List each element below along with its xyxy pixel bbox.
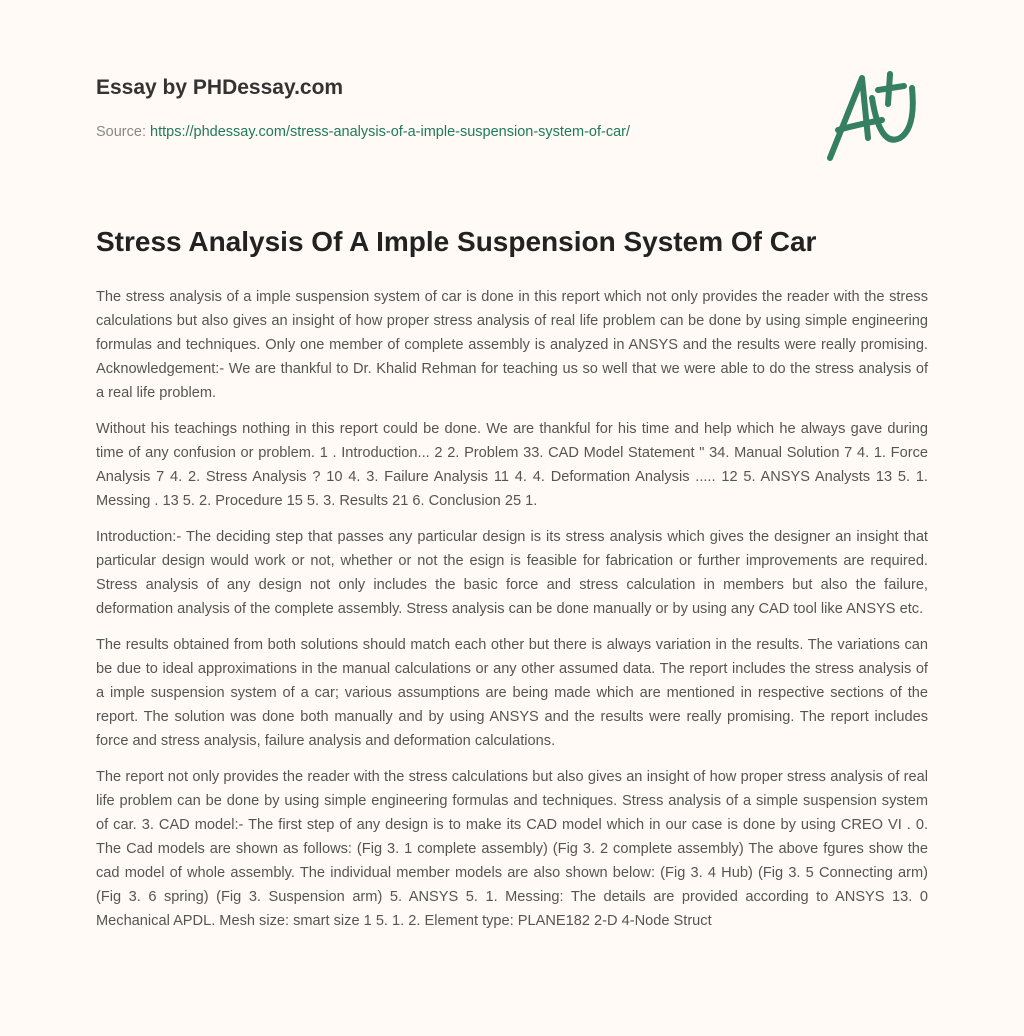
article-paragraph: Without his teachings nothing in this report could be done. We are thankful for his time and help which he always gave during time of any confusion or problem. 1 . Introduction... 2 2. Problem 33. CAD Model Statement " 34. Manual Solution 7 4. 1. Force Analysis 7 4. 2. Stress Analysis ? 10 4. 3. Failure Analysis 11 4. 4. Deformation Analysis ..... 12 5. ANSYS Analysts 13 5. 1. Messing . 13 5. 2. Procedure 15 5. 3. Results 21 6. Conclusion 25 1. — [96, 421, 928, 509]
source-link[interactable]: https://phdessay.com/stress-analysis-of-a-imple-suspension-system-of-car/ — [150, 124, 631, 140]
article-body — [96, 285, 928, 945]
article-title: Stress Analysis Of A Imple Suspension System Of Car — [96, 226, 817, 257]
source-line — [96, 124, 630, 140]
a-plus-logo-icon — [820, 68, 930, 168]
article-paragraph: The report not only provides the reader with the stress calculations but also gives an insight of how proper stress analysis of real life problem can be done by using simple engineering formulas and techniques. Stress analysis of a simple suspension system of car. 3. CAD model:- The first step of any design is to make its CAD model which in our case is done by using CREO VI . 0. The Cad models are shown as follows: (Fig 3. 1 complete assembly) (Fig 3. 2 complete assembly) The above fgures show the cad model of whole assembly. The individual member models are also shown below: (Fig 3. 4 Hub) (Fig 3. 5 Connecting arm) (Fig 3. 6 spring) (Fig 3. Suspension arm) 5. ANSYS 5. 1. Messing: The details are provided according to ANSYS 13. 0 Mechanical APDL. Mesh size: smart size 1 5. 1. 2. Element type: PLANE182 2-D 4-Node Struct — [96, 769, 928, 929]
site-brand: Essay by PHDessay.com — [96, 76, 344, 99]
source-label: Source: — [96, 124, 146, 140]
article-paragraph: The stress analysis of a imple suspension system of car is done in this report which not only provides the reader with the stress calculations but also gives an insight of how proper stress analysis of real life problem can be done by using simple engineering formulas and techniques. Only one member of complete assembly is analyzed in ANSYS and the results were really promising. Acknowledgement:- We are thankful to Dr. Khalid Rehman for teaching us so well that we were able to do the stress analysis of a real life problem. — [96, 289, 928, 401]
article-paragraph: The results obtained from both solutions should match each other but there is always variation in the results. The variations can be due to ideal approximations in the manual calculations or any other assumed data. The report includes the stress analysis of a imple suspension system of a car; various assumptions are being made which are mentioned in respective sections of the report. The solution was done both manually and by using ANSYS and the results were really promising. The report includes force and stress analysis, failure analysis and deformation calculations. — [96, 637, 928, 749]
article-paragraph: Introduction:- The deciding step that passes any particular design is its stress analysis which gives the designer an insight that particular design would work or not, whether or not the esign is feasible for fabrication or further improvements are required. Stress analysis of any design not only includes the basic force and stress calculation in members but also the failure, deformation analysis of the complete assembly. Stress analysis can be done manually or by using any CAD tool like ANSYS etc. — [96, 529, 928, 617]
